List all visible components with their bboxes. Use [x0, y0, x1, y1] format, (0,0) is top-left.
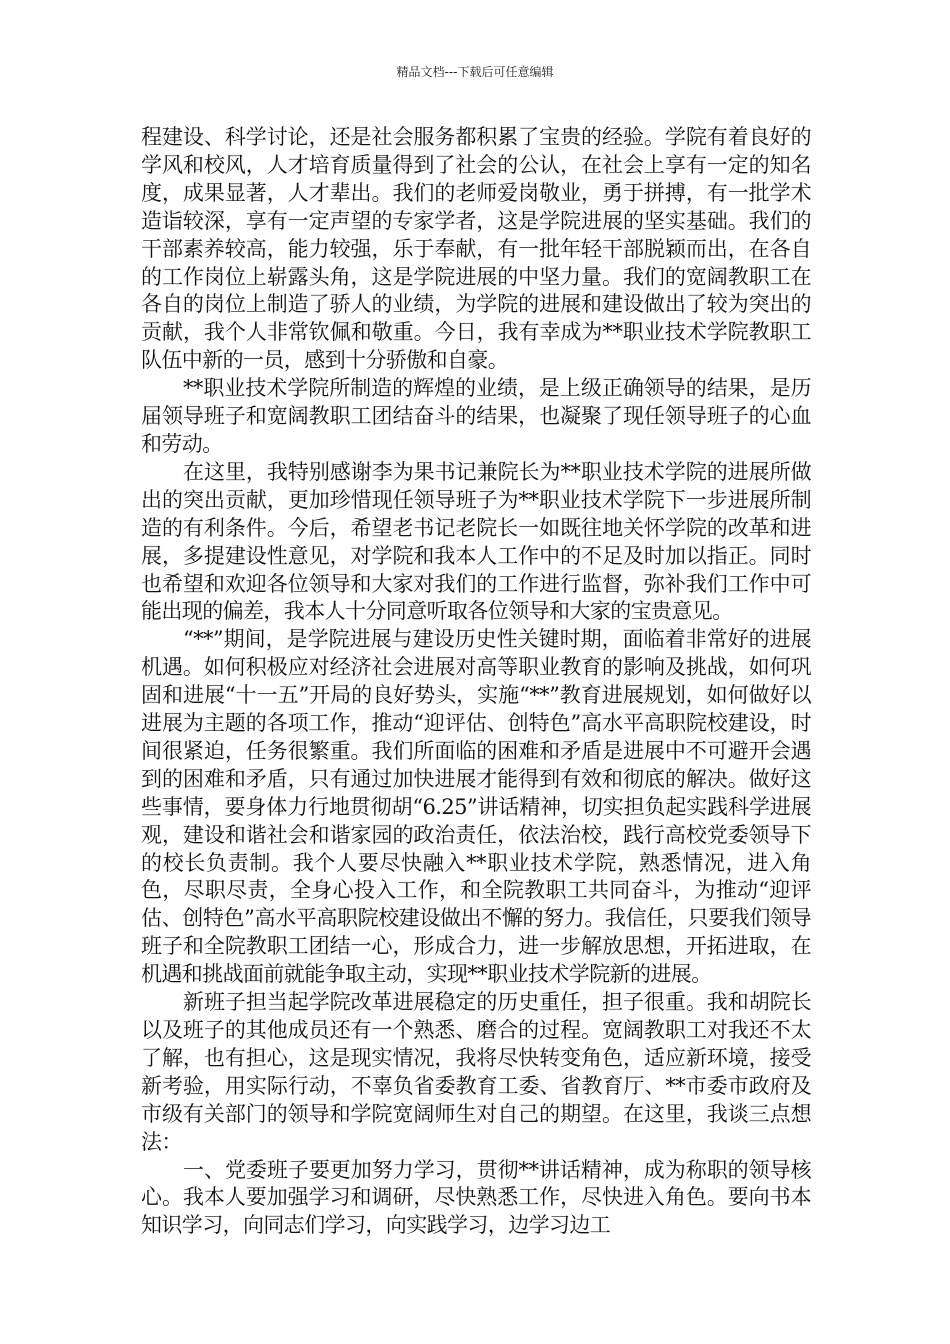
paragraph: 新班子担当起学院改革进展稳定的历史重任，担子很重。我和胡院长以及班子的其他成员还有一个熟悉、磨合的过程。宽阔教职工对我还不太了解，也有担心，这是现实情况，我将尽快转变角色，适应新环境，接受新考验，用实际行动，不辜负省委教育工委、省教育厅、**市委市政府及市级有关部门的领导和学院宽阔师生对自己的期望。在这里，我谈三点想法： — [141, 990, 811, 1154]
page-header: 精品文档---下载后可任意编辑 — [396, 65, 554, 79]
paragraph: **职业技术学院所制造的辉煌的业绩，是上级正确领导的结果，是历届领导班子和宽阔教职工团结奋斗的结果，也凝聚了现任领导班子的心血和劳动。 — [141, 376, 811, 456]
paragraph: 在这里，我特别感谢李为果书记兼院长为**职业技术学院的进展所做出的突出贡献，更加珍惜现任领导班子为**职业技术学院下一步进展所制造的有利条件。今后，希望老书记老院长一如既往地关怀学院的改革和进展，多提建设性意见，对学院和我本人工作中的不足及时加以指正。同时也希望和欢迎各位领导和大家对我们的工作进行监督，弥补我们工作中可能出现的偏差，我本人十分同意听取各位领导和大家的宝贵意见。 — [141, 459, 811, 624]
paragraph: “**”期间，是学院进展与建设历史性关键时期，面临着非常好的进展机遇。如何积极应对经济社会进展对高等职业教育的影响及挑战，如何巩固和进展“十一五”开局的良好势头，实施“**”教育进展规划，如何做好以进展为主题的各项工作，推动“迎评估、创特色”高水平高职院校建设，时间很紧迫，任务很繁重。我们所面临的困难和矛盾是进展中不可避开会遇到的困难和矛盾，只有通过加快进展才能得到有效和彻底的解决。做好这些事情，要身体力行地贯彻胡“6.25”讲话精神，切实担负起实践科学进展观，建设和谐社会和谐家园的政治责任，依法治校，践行高校党委领导下的校长负责制。我个人要尽快融入**职业技术学院，熟悉情况，进入角色，尽职尽责，全身心投入工作，和全院教职工共同奋斗，为推动“迎评估、创特色”高水平高职院校建设做出不懈的努力。我信任，只要我们领导班子和全院教职工团结一心，形成合力，进一步解放思想，开拓进取，在机遇和挑战面前就能争取主动，实现**职业技术学院新的进展。 — [141, 627, 811, 987]
paragraph-continued: 程建设、科学讨论，还是社会服务都积累了宝贵的经验。学院有着良好的学风和校风，人才培育质量得到了社会的公认，在社会上享有一定的知名度，成果显著，人才辈出。我们的老师爱岗敬业，勇于拼搏，有一批学术造诣较深，享有一定声望的专家学者，这是学院进展的坚实基础。我们的干部素养较高，能力较强，乐于奉献，有一批年轻干部脱颖而出，在各自的工作岗位上崭露头角，这是学院进展的中坚力量。我们的宽阔教职工在各自的岗位上制造了骄人的业绩，为学院的进展和建设做出了较为突出的贡献，我个人非常钦佩和敬重。今日，我有幸成为**职业技术学院教职工队伍中新的一员，感到十分骄傲和自豪。 — [141, 125, 811, 373]
document-body — [141, 124, 811, 1240]
paragraph: 一、党委班子要更加努力学习，贯彻**讲话精神，成为称职的领导核心。我本人要加强学习和调研，尽快熟悉工作，尽快进入角色。要向书本知识学习，向同志们学习，向实践学习，边学习边工 — [141, 1157, 811, 1238]
